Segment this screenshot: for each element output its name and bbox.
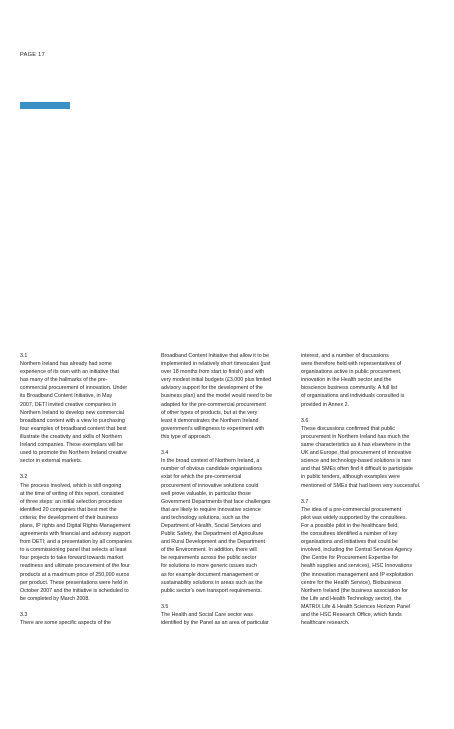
section-number-3-2: 3.2 <box>20 474 28 481</box>
section-number-3-4: 3.4 <box>161 450 169 457</box>
accent-bar <box>20 102 70 109</box>
paragraph-3-2: The process involved, which is still ongoing at the time of writing of this report, consisted of three steps: an initial selection procedure identified 20 companies that best met the criteria; the development of their business plans, IP rights and Digital Rights Management agreements with financial and advisory support from DETI; and a presentation by all companies to a commissioning panel that selects at least four projects to take forward towards market readiness and ultimate procurement of the four products at a maximum price of 250,000 euros per product. These presentations were held in October 2007 and the initiative is scheduled to be completed by March 2008. <box>20 482 132 602</box>
paragraph-3-4: In the broad context of Northern Ireland, a number of obvious candidate organisations exist for which the pre-commercial procurement of innovative solutions could well prove valuable, in particular those Government Departments that face challenges that are likely to require innovative science and technology solutions, such as the Department of Health, Social Services and Public Safety, the Department of Agriculture and Rural Development and the Department of the Environment. In addition, there will be requirements across the public sector for solutions to more generic issues such as for example document management or sustainability solutions in areas such as the public sector's own transport requirements. <box>161 458 271 594</box>
page-number: PAGE 17 <box>20 52 46 58</box>
paragraph-3-6: These discussions confirmed that public procurement in Northern Ireland has much the same characteristics as it has elsewhere in the UK and Europe, that procurement of innovative science and technology-based solutions is rare and that SMEs often find it difficult to participate in public tenders, although examples were mentioned of SMEs that had been very successful. <box>301 425 421 489</box>
paragraph-3-1: Northern Ireland has already had some experience of its own with an initiative that has many of the hallmarks of the pre- commercial procurement of innovation. Under its Broadband Content Initiative, in May 2007, DETI invited creative companies in Northern Ireland to develop new commercial broadband content with a view to purchasing four examples of broadband content that best illustrate the creativity and skills of Northern Ireland companies. These exemplars will be used to promote the Northern Ireland creative sector in external markets. <box>20 361 128 465</box>
paragraph-3-3: There are some specific aspects of the <box>20 620 111 627</box>
paragraph-3-5-continued: interest, and a number of discussions were therefore held with representatives of organisations active in public procurement, innovation in the Health sector and the bioscience business community. A full list of organisations and individuals consulted is provided in Annex 2. <box>301 353 405 408</box>
section-number-3-5: 3.5 <box>161 603 169 610</box>
paragraph-3-5: The Health and Social Care sector was identified by the Panel as an area of particular <box>161 612 269 627</box>
text-column-1 <box>20 352 153 635</box>
section-number-3-1: 3.1 <box>20 353 28 359</box>
paragraph-3-7: The idea of a pre-commercial procurement pilot was widely supported by the consultees. For a possible pilot in the healthcare field, the consultees identified a number of key organisations and initiatives that could be involved, including the Central Services Agency (the Centre for Procurement Expertise for health supplies and services), HSC Innovations (the innovation management and IP exploitation centre for the Health Service), Biobusiness Northern Ireland (the business association for the Life and Health Technology sector), the MATRIX Life & Health Sciences Horizon Panel and the HSC Research Office, which funds healthcare research. <box>301 506 414 627</box>
text-column-3 <box>301 352 434 635</box>
section-number-3-3: 3.3 <box>20 612 28 618</box>
paragraph-3-3-continued: Broadband Content Initiative that allow it to be implemented in relatively short timescales (just over 18 months from start to finish) and with very modest initial budgets (£3,000 plus limited advisory support for the development of the business plan) and the model would need to be adapted for the pre-commercial procurement of other types of products, but at the very least it demonstrates the Northern Ireland government's willingness to experiment with this type of approach. <box>161 353 273 440</box>
section-number-3-6: 3.6 <box>301 417 309 424</box>
text-column-2 <box>161 352 294 635</box>
section-number-3-7: 3.7 <box>301 498 309 505</box>
